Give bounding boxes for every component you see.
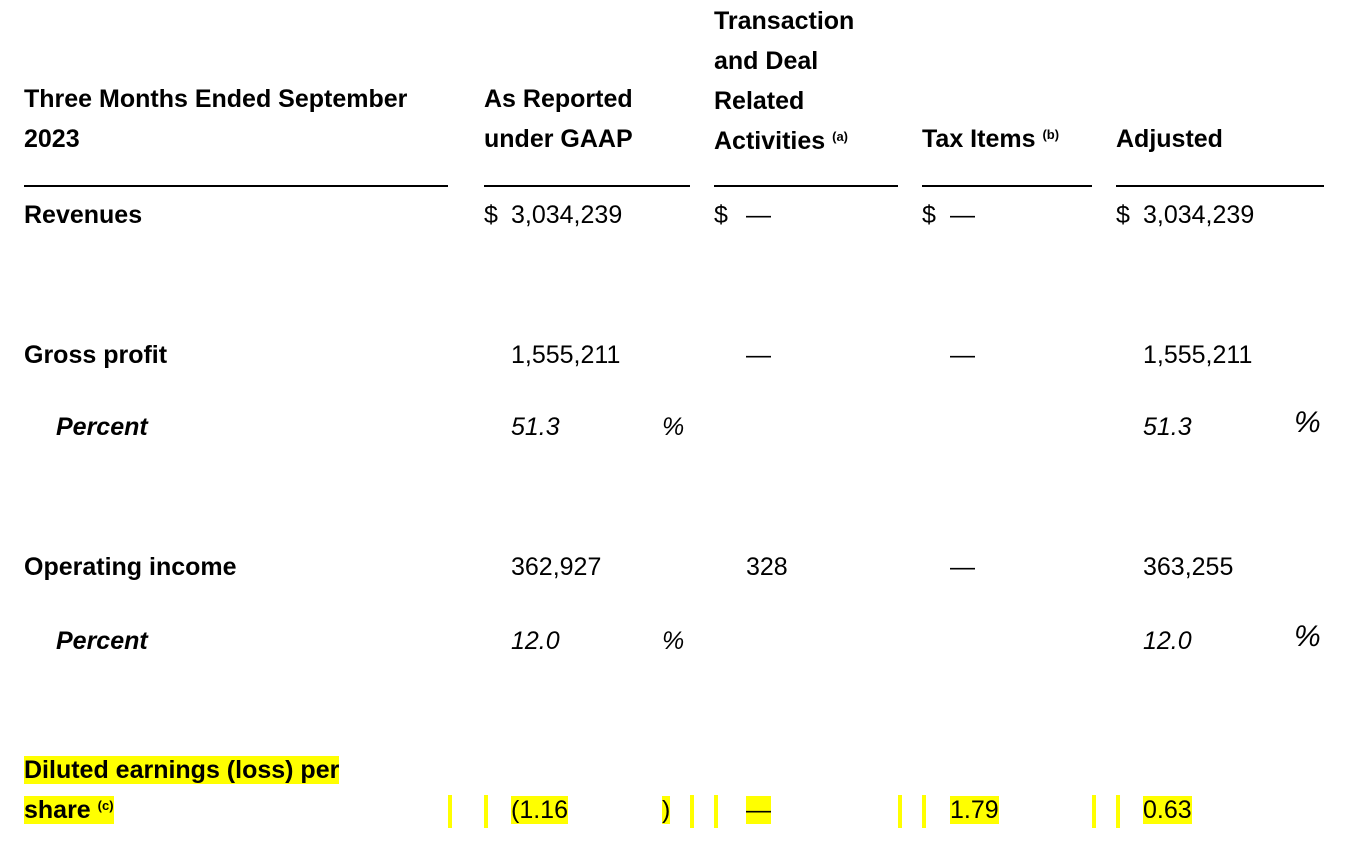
- percent-sign: %: [1294, 406, 1321, 439]
- revenues-reported: 3,034,239: [511, 201, 623, 229]
- header-adjusted: Adjusted: [1116, 125, 1223, 153]
- percent-sign: %: [662, 413, 685, 441]
- currency-symbol: $: [714, 201, 728, 229]
- operating-income-transaction: 328: [746, 553, 788, 581]
- currency-symbol: $: [922, 201, 936, 229]
- header-rule-transaction: [714, 185, 898, 187]
- operating-income-tax: —: [950, 553, 975, 581]
- revenues-adjusted: 3,034,239: [1143, 201, 1255, 229]
- eps-reported-close-paren: ): [662, 796, 671, 824]
- gross-profit-adjusted: 1,555,211: [1143, 341, 1253, 369]
- row-label-diluted-eps: Diluted earnings (loss) per: [24, 756, 340, 784]
- footnote-c: (c): [97, 798, 114, 813]
- header-rule-reported: [484, 185, 690, 187]
- gross-profit-reported: 1,555,211: [511, 341, 621, 369]
- revenues-transaction: —: [746, 201, 771, 229]
- row-label-percent: Percent: [56, 627, 148, 655]
- eps-adjusted: 0.63: [1143, 796, 1192, 824]
- header-as-reported: As Reported under GAAP: [484, 85, 633, 153]
- header-tax-items: Tax Items $^{(b)}$: [922, 125, 1060, 153]
- operating-income-adjusted: 363,255: [1143, 553, 1234, 581]
- row-label-operating-income: Operating income: [24, 553, 237, 581]
- eps-tax: 1.79: [950, 796, 999, 824]
- highlight-marker: [1116, 795, 1120, 828]
- operating-percent-adjusted: 12.0: [1143, 627, 1192, 655]
- percent-sign: %: [662, 627, 685, 655]
- footnote-a: (a): [832, 129, 849, 144]
- highlight-marker: [690, 795, 694, 828]
- operating-income-reported: 362,927: [511, 553, 602, 581]
- row-label-gross-profit: Gross profit: [24, 341, 168, 369]
- header-rule-tax: [922, 185, 1092, 187]
- highlight-marker: [484, 795, 488, 828]
- gross-percent-adjusted: 51.3: [1143, 413, 1192, 441]
- row-label-diluted-eps-line2: share $^{(c)}$: [24, 796, 114, 824]
- highlight-marker: [1092, 795, 1096, 828]
- revenues-tax: —: [950, 201, 975, 229]
- gross-profit-tax: —: [950, 341, 975, 369]
- header-period: Three Months Ended September 2023: [24, 85, 408, 153]
- percent-sign: %: [1294, 620, 1321, 653]
- header-rule-period: [24, 185, 448, 187]
- footnote-b: (b): [1042, 127, 1060, 142]
- highlight-marker: [922, 795, 926, 828]
- highlight-marker: [448, 795, 452, 828]
- eps-reported: (1.16: [511, 796, 568, 824]
- row-label-percent: Percent: [56, 413, 148, 441]
- highlight-marker: [898, 795, 902, 828]
- operating-percent-reported: 12.0: [511, 627, 560, 655]
- eps-transaction: —: [746, 796, 771, 824]
- highlight-marker: [714, 795, 718, 828]
- header-transaction: Transaction and Deal Related Activities $^{(a)}$: [714, 7, 855, 155]
- gross-profit-transaction: —: [746, 341, 771, 369]
- header-rule-adjusted: [1116, 185, 1324, 187]
- row-label-revenues: Revenues: [24, 201, 143, 229]
- currency-symbol: $: [1116, 201, 1130, 229]
- currency-symbol: $: [484, 201, 498, 229]
- gross-percent-reported: 51.3: [511, 413, 560, 441]
